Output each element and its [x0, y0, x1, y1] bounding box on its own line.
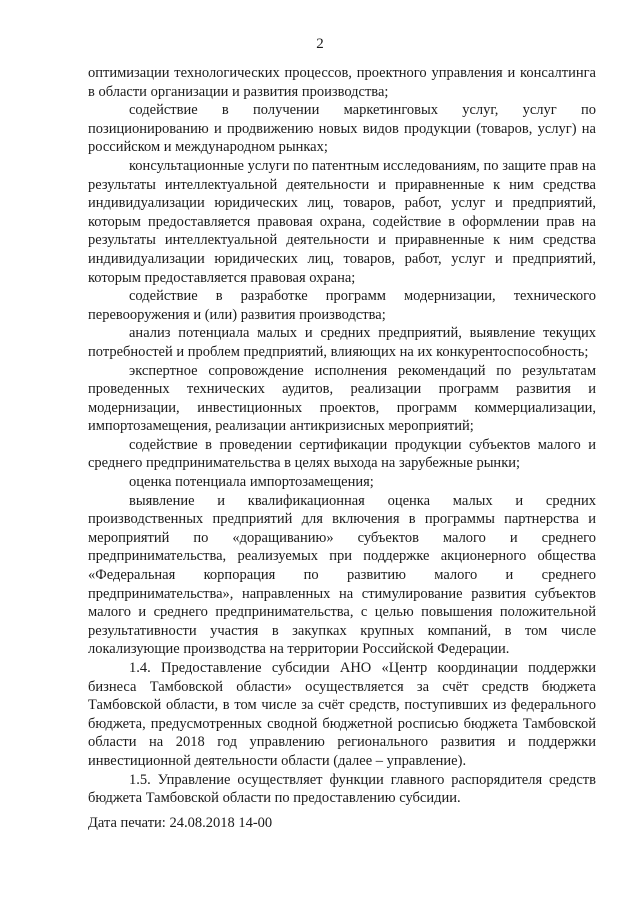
- paragraph-enterprise-assessment: выявление и квалификационная оценка малых и средних производственных предприятий для включения в программы партнерства и мероприятий по «доращиванию» субъектов малого и среднего предпринимательства, реализуемых при поддержке акционерного общества «Федеральная корпорация по развитию малого и среднего предпринимательства», направленных на стимулирование развития субъектов малого и среднего предпринимательства, с целью повышения положительной результативности участия в закупках крупных компаний, в том числе локализующие производства на территории Российской Федерации.: [88, 492, 596, 658]
- paragraph-potential-analysis: анализ потенциала малых и средних предприятий, выявление текущих потребностей и проблем предприятий, влияющих на их конкурентоспособность;: [88, 325, 596, 360]
- paragraph-import-substitution: оценка потенциала импортозамещения;: [129, 474, 374, 491]
- print-date: Дата печати: 24.08.2018 14-00: [88, 815, 273, 831]
- document-body: [88, 64, 596, 808]
- paragraph-marketing-services: содействие в получении маркетинговых услуг, услуг по позиционированию и продвижению новых видов продукции (товаров, услуг) на российском и международном рынках;: [88, 102, 596, 156]
- paragraph-optimization-continuation: оптимизации технологических процессов, проектного управления и консалтинга в области организации и развития производства;: [88, 65, 596, 100]
- paragraph-modernization-programs: содействие в разработке программ модернизации, технического перевооружения и (или) развития производства;: [88, 288, 596, 323]
- paragraph-expert-support: экспертное сопровождение исполнения рекомендаций по результатам проведенных технических аудитов, реализации программ развития и модернизации, инвестиционных проектов, программ коммерциализации, импортозамещения, реализации антикризисных мероприятий;: [88, 362, 596, 435]
- page-number: 2: [316, 36, 324, 52]
- paragraph-section-1-4: 1.4. Предоставление субсидии АНО «Центр координации поддержки бизнеса Тамбовской области» осуществляется за счёт средств бюджета Тамбовской области, в том числе за счёт средств, поступивших из федерального бюджета, предусмотренных сводной бюджетной росписью бюджета Тамбовской области на 2018 год управлению регионального развития и поддержки инвестиционной деятельности области (далее – управление).: [88, 660, 596, 769]
- paragraph-section-1-5: 1.5. Управление осуществляет функции главного распорядителя средств бюджета Тамбовской области по предоставлению субсидии.: [88, 771, 596, 807]
- paragraph-patent-services: консультационные услуги по патентным исследованиям, по защите прав на результаты интеллектуальной деятельности и приравненные к ним средства индивидуализации юридических лиц, товаров, работ, услуг и предприятий, которым предоставляется правовая охрана, содействие в оформлении прав на результаты интеллектуальной деятельности и приравненные к ним средства индивидуализации юридических лиц, товаров, работ, услуг и предприятий, которым предоставляется правовая охрана;: [88, 157, 596, 286]
- paragraph-certification: содействие в проведении сертификации продукции субъектов малого и среднего предпринимательства в целях выхода на зарубежные рынки;: [88, 436, 596, 472]
